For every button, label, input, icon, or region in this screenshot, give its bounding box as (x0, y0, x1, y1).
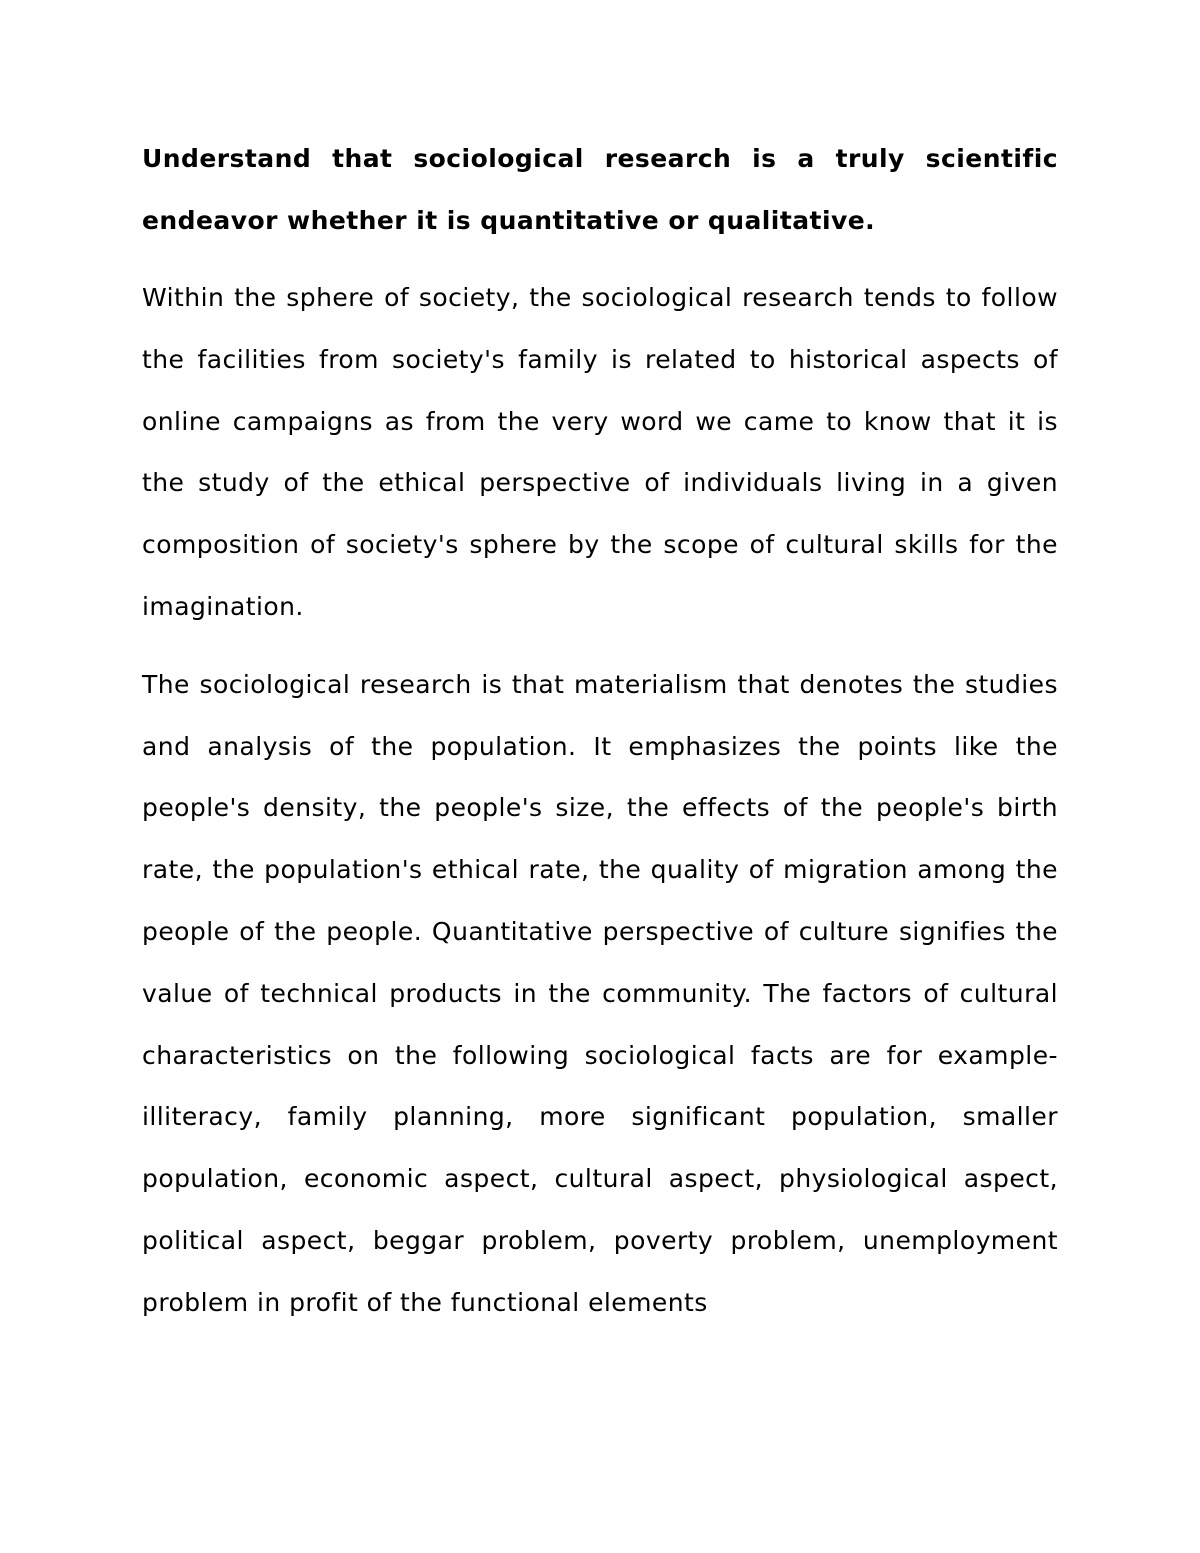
paragraph-2: The sociological research is that materialism that denotes the studies and analysis of the population. It emphasizes the points like the people's density, the people's size, the effects of the people's birth rate, the population's ethical rate, the quality of migration among the people of the people. Quantitative perspective of culture signifies the value of technical products in the community. The factors of cultural characteristics on the following sociological facts are for example- illiteracy, family planning, more significant population, smaller population, economic aspect, cultural aspect, physiological aspect, political aspect, beggar problem, poverty problem, unemployment problem in profit of the functional elements (142, 669, 1058, 1317)
section-heading: Understand that sociological research is a truly scientific endeavor whether it is quantitative or qualitative. (142, 144, 1058, 235)
document-body (142, 128, 1058, 1334)
paragraph-1: Within the sphere of society, the sociological research tends to follow the facilities from society's family is related to historical aspects of online campaigns as from the very word we came to know that it is the study of the ethical perspective of individuals living in a given composition of society's sphere by the scope of cultural skills for the imagination. (142, 283, 1058, 621)
